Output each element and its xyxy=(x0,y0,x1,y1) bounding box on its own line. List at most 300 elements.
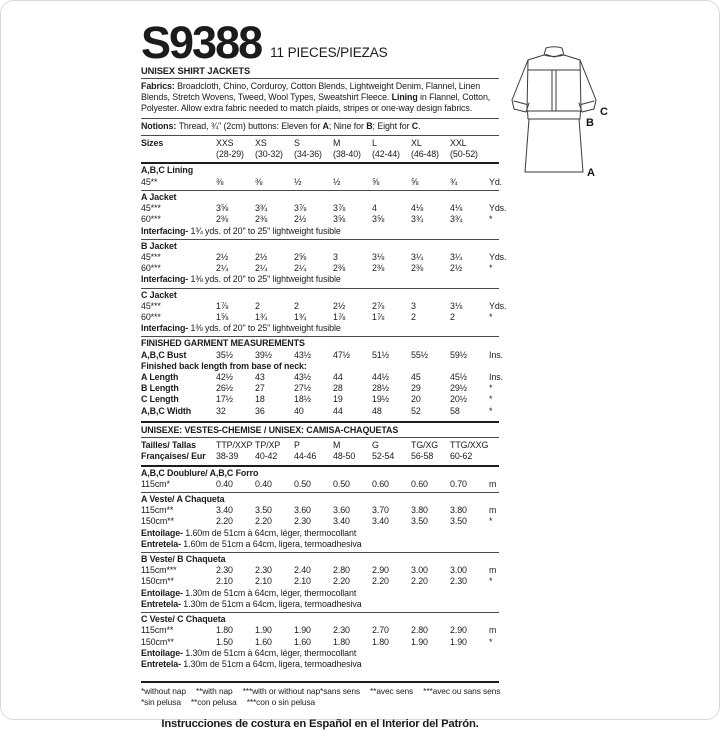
table-row xyxy=(141,406,499,417)
unit-label: m xyxy=(489,478,497,489)
text-run: Entoilage- xyxy=(141,587,183,598)
body-sides xyxy=(527,60,581,111)
yardage-value: 3.60 xyxy=(294,505,311,516)
table-note xyxy=(141,588,499,599)
pieces-count: 11 PIECES/PIEZAS xyxy=(270,44,388,60)
section-heading: Finished back length from base of neck: xyxy=(141,360,307,371)
text-run: Entoilage- xyxy=(141,647,183,658)
table-note xyxy=(141,274,499,285)
footnotes-english xyxy=(141,686,320,697)
unit-label: Yds. xyxy=(489,203,507,214)
left-shoulder xyxy=(528,55,544,60)
size-header-line: Sizes xyxy=(141,138,164,149)
yardage-value: 2⅞ xyxy=(372,300,385,311)
english-yardage-table xyxy=(141,136,507,419)
row-label: 150cm** xyxy=(141,516,174,527)
text-run: 1.30m de 51cm à 64cm, léger, thermocollant xyxy=(182,647,357,658)
yardage-value: 2.90 xyxy=(372,565,389,576)
table-note xyxy=(141,226,499,237)
footnotes-spanish xyxy=(141,697,315,708)
footnote-row-2 xyxy=(141,697,499,708)
yardage-value: 2⅝ xyxy=(294,251,307,262)
row-label: 150cm** xyxy=(141,636,174,647)
yardage-value: 3.40 xyxy=(372,516,389,527)
yardage-value: 2 xyxy=(294,300,299,311)
yardage-value: 3.50 xyxy=(411,516,428,527)
french-spanish-yardage-table xyxy=(141,438,499,672)
yardage-value: 2 xyxy=(255,300,260,311)
footnote-divider xyxy=(141,681,499,683)
table-row xyxy=(141,251,507,263)
text-run: 1.60m de 51cm a 64cm, ligera, termoadhesiva xyxy=(180,538,362,549)
footnote-item: **with nap xyxy=(195,686,233,697)
row-label: A,B,C Bust xyxy=(141,349,187,360)
yardage-value: 1⅞ xyxy=(372,311,385,322)
yardage-value: 1.90 xyxy=(411,636,428,647)
yardage-value: 4 xyxy=(372,203,377,214)
yardage-value: 3⅛ xyxy=(450,300,463,311)
unit-label: Yds. xyxy=(489,300,507,311)
size-range: (28-29) xyxy=(216,149,244,160)
text-run: Interfacing- xyxy=(141,225,189,236)
yardage-value: 2.40 xyxy=(294,565,311,576)
unit-label: * xyxy=(489,576,493,587)
yardage-value: 1.80 xyxy=(372,636,389,647)
yardage-value: 2.10 xyxy=(294,576,311,587)
table-row xyxy=(141,505,499,516)
footnote-item: *sin pelusa xyxy=(141,696,181,707)
size-column-header xyxy=(450,440,489,462)
row-label: 60*** xyxy=(141,214,161,225)
yardage-value: 1¾ xyxy=(294,311,307,322)
size-range: 40-42 xyxy=(255,451,278,462)
yardage-value: 35½ xyxy=(216,349,233,360)
unit-label: * xyxy=(489,516,493,527)
section-heading: C Veste/ C Chaqueta xyxy=(141,614,226,625)
table-row xyxy=(141,371,503,383)
yardage-value: 3.50 xyxy=(450,516,467,527)
yardage-value: 2.90 xyxy=(450,625,467,636)
yardage-value: 0.50 xyxy=(294,478,311,489)
collar-outline xyxy=(544,47,564,55)
yardage-value: 0.60 xyxy=(411,478,428,489)
yardage-value: 3⅛ xyxy=(372,251,385,262)
yardage-value: 1⅝ xyxy=(216,311,229,322)
size-range: 48-50 xyxy=(333,451,356,462)
unit-label: * xyxy=(489,214,493,225)
size-name: M xyxy=(333,440,341,451)
long-panel-a xyxy=(525,119,583,172)
pattern-number: S9388 xyxy=(141,17,262,68)
yardage-value: 19 xyxy=(333,394,343,405)
view-label-c: C xyxy=(600,106,608,118)
yardage-value: 1.90 xyxy=(294,625,311,636)
yardage-value: 2 xyxy=(411,311,416,322)
section-heading: B Veste/ B Chaqueta xyxy=(141,554,226,565)
yardage-value: 0.50 xyxy=(333,478,350,489)
size-column-header xyxy=(411,440,450,462)
yardage-value: 0.70 xyxy=(450,478,467,489)
yardage-value: 27 xyxy=(255,383,265,394)
table-row xyxy=(141,394,499,405)
size-name: S xyxy=(294,138,300,149)
yardage-value: ⅜ xyxy=(255,176,263,187)
text-run: C xyxy=(411,120,419,131)
footnote-item: *sans sens xyxy=(320,686,361,697)
yardage-value: 2.30 xyxy=(450,576,467,587)
size-range: (42-44) xyxy=(372,149,400,160)
yardage-value: 51½ xyxy=(372,349,389,360)
unit-label: * xyxy=(489,263,493,274)
yardage-value: 2.10 xyxy=(216,576,233,587)
yardage-value: 28½ xyxy=(372,383,389,394)
yardage-value: 19½ xyxy=(372,394,389,405)
table-row xyxy=(141,637,499,648)
yardage-value: 39½ xyxy=(255,349,272,360)
yardage-value: 20½ xyxy=(450,394,467,405)
back-pleat xyxy=(552,70,556,111)
section-heading: C Jacket xyxy=(141,289,177,300)
yardage-value: 3.70 xyxy=(372,505,389,516)
unit-label: Ins. xyxy=(489,371,503,382)
yardage-value: 3 xyxy=(333,251,338,262)
yardage-value: 2½ xyxy=(450,263,463,274)
yardage-value: 44 xyxy=(333,371,343,382)
yardage-value: 3¾ xyxy=(450,214,463,225)
yardage-value: 3¾ xyxy=(411,214,424,225)
unit-label: Yd. xyxy=(489,176,503,187)
text-run: . xyxy=(418,120,421,131)
yardage-value: 4⅛ xyxy=(450,203,463,214)
unit-label: * xyxy=(489,383,493,394)
yardage-value: 18½ xyxy=(294,394,311,405)
row-label: 45*** xyxy=(141,203,161,214)
table-section xyxy=(141,164,503,189)
yardage-value: 42½ xyxy=(216,371,233,382)
size-name: P xyxy=(294,440,300,451)
yardage-value: ½ xyxy=(294,176,302,187)
yardage-value: 2⅜ xyxy=(333,263,346,274)
section-heading: A,B,C Doublure/ A,B,C Forro xyxy=(141,467,259,478)
table-row xyxy=(141,214,499,225)
row-label: C Length xyxy=(141,394,179,405)
table-note xyxy=(141,599,499,610)
yardage-value: 0.40 xyxy=(216,478,233,489)
size-range: 56-58 xyxy=(411,451,434,462)
size-range: 38-39 xyxy=(216,451,239,462)
text-run: 1¾ yds. of 20" to 25" lightweight fusible xyxy=(188,225,341,236)
yardage-value: 32 xyxy=(216,405,226,416)
yardage-value: 2.20 xyxy=(411,576,428,587)
yardage-value: 2⅜ xyxy=(411,263,424,274)
unit-label: * xyxy=(489,311,493,322)
yardage-value: 2¼ xyxy=(255,263,268,274)
collar-point xyxy=(546,55,562,58)
unit-label: * xyxy=(489,394,493,405)
size-range: (46-48) xyxy=(411,149,439,160)
yardage-value: 0.40 xyxy=(255,478,272,489)
size-column-header xyxy=(372,440,411,462)
size-header-label xyxy=(141,138,216,160)
footnote-item: **con pelusa xyxy=(190,696,237,707)
yardage-value: 3¾ xyxy=(255,203,268,214)
yardage-value: 36 xyxy=(255,405,265,416)
row-label: A,B,C Width xyxy=(141,405,192,416)
table-note xyxy=(141,659,499,670)
table-row xyxy=(141,349,503,361)
table-row xyxy=(141,625,499,636)
category-title: UNISEX SHIRT JACKETS xyxy=(141,66,499,79)
footnotes-french xyxy=(320,686,500,697)
size-header-line: Tailles/ Tallas xyxy=(141,440,196,451)
yardage-value: 1.80 xyxy=(333,636,350,647)
yardage-value: 0.60 xyxy=(372,478,389,489)
yardage-value: 43 xyxy=(255,371,265,382)
text-run: Notions: xyxy=(141,120,179,131)
yardage-value: 2 xyxy=(450,311,455,322)
yardage-value: ⅜ xyxy=(216,176,224,187)
yardage-value: 3¼ xyxy=(450,251,463,262)
yardage-value: 3.80 xyxy=(450,505,467,516)
table-section xyxy=(141,190,507,239)
yardage-value: 2.20 xyxy=(216,516,233,527)
text-run: in Flannel, Cotton, Polyester. Allow extra fabric needed to match plaids, stripes or one-way design fabrics. xyxy=(141,92,491,114)
size-name: G xyxy=(372,440,379,451)
yardage-value: 47½ xyxy=(333,349,350,360)
yardage-value: 29½ xyxy=(450,383,467,394)
text-run: ; Eight for xyxy=(372,120,412,131)
unit-label: m xyxy=(489,505,497,516)
yardage-value: 45½ xyxy=(450,371,467,382)
yardage-value: 48 xyxy=(372,405,382,416)
yardage-value: 2.80 xyxy=(411,625,428,636)
row-label: 150cm** xyxy=(141,576,174,587)
fabrics-paragraph xyxy=(141,79,499,119)
size-range: 60-62 xyxy=(450,451,473,462)
yardage-value: 1.60 xyxy=(294,636,311,647)
row-label: B Length xyxy=(141,383,179,394)
size-name: TP/XP xyxy=(255,440,281,451)
table-row xyxy=(141,576,499,587)
yardage-value: ½ xyxy=(333,176,341,187)
yardage-value: 2¼ xyxy=(216,263,229,274)
unit-label: Ins. xyxy=(489,349,503,360)
footnote-row-1 xyxy=(141,686,499,697)
view-label-a: A xyxy=(587,167,595,179)
section-heading: A Veste/ A Chaqueta xyxy=(141,494,225,505)
jacket-back-view-illustration xyxy=(498,45,612,187)
table-section xyxy=(141,492,499,552)
yardage-value: ¾ xyxy=(450,176,458,187)
text-run: A xyxy=(322,120,329,131)
size-range: (38-40) xyxy=(333,149,361,160)
table-row xyxy=(141,565,499,576)
yardage-value: 20 xyxy=(411,394,421,405)
yardage-value: 2.20 xyxy=(255,516,272,527)
row-label: 45** xyxy=(141,176,158,187)
yardage-value: 2½ xyxy=(294,214,307,225)
size-range: 44-46 xyxy=(294,451,317,462)
text-run: Interfacing- xyxy=(141,323,189,334)
size-column-header xyxy=(255,138,294,160)
text-run: 1.30m de 51cm a 64cm, ligera, termoadhesiva xyxy=(180,598,362,609)
yardage-value: 2½ xyxy=(216,251,229,262)
size-name: XS xyxy=(255,138,267,149)
yardage-value: 27½ xyxy=(294,383,311,394)
yardage-value: 44½ xyxy=(372,371,389,382)
yardage-value: 1.60 xyxy=(255,636,272,647)
yardage-value: 18 xyxy=(255,394,265,405)
table-section xyxy=(141,552,499,612)
size-column-header xyxy=(411,138,450,160)
yardage-value: 3⅝ xyxy=(333,214,346,225)
size-header-row xyxy=(141,136,499,164)
table-row xyxy=(141,203,507,214)
yardage-value: 3⅝ xyxy=(216,203,229,214)
table-section xyxy=(141,612,499,672)
text-run: 1.30m de 51cm a 64cm, ligera, termoadhesiva xyxy=(180,658,362,669)
table-row xyxy=(141,479,499,490)
yardage-value: 3.50 xyxy=(255,505,272,516)
yardage-value: 2.30 xyxy=(333,625,350,636)
size-column-header xyxy=(333,440,372,462)
yardage-value: 2½ xyxy=(333,300,346,311)
yardage-value: 1.90 xyxy=(255,625,272,636)
row-label: 60*** xyxy=(141,263,161,274)
yardage-value: 2.30 xyxy=(255,565,272,576)
yardage-value: 43½ xyxy=(294,371,311,382)
text-run: 1.30m de 51cm à 64cm, léger, thermocollant xyxy=(182,587,357,598)
unit-label: * xyxy=(489,636,493,647)
table-note xyxy=(141,539,499,550)
yardage-value: 2½ xyxy=(255,251,268,262)
yardage-value: 2⅜ xyxy=(216,214,229,225)
unit-label: m xyxy=(489,625,497,636)
size-column-header xyxy=(333,138,372,160)
yardage-value: 52 xyxy=(411,405,421,416)
size-range: (50-52) xyxy=(450,149,478,160)
row-label: 115cm** xyxy=(141,505,174,516)
notions-paragraph xyxy=(141,119,499,136)
size-range: (30-32) xyxy=(255,149,283,160)
yardage-value: 2.30 xyxy=(216,565,233,576)
unit-label: Yds. xyxy=(489,251,507,262)
yardage-value: 3 xyxy=(411,300,416,311)
yardage-value: 44 xyxy=(333,405,343,416)
text-run: Entretela- xyxy=(141,598,181,609)
yardage-value: 1⅞ xyxy=(216,300,229,311)
text-run: 1⅜ yds. of 20" to 25" lightweight fusible xyxy=(188,274,341,285)
size-column-header xyxy=(372,138,411,160)
footnote-item: **avec sens xyxy=(370,686,414,697)
text-run: Entretela- xyxy=(141,538,181,549)
row-label: A Length xyxy=(141,371,179,382)
size-column-header xyxy=(294,440,333,462)
table-row xyxy=(141,383,499,394)
unit-label: * xyxy=(489,405,493,416)
text-run: ; Nine for xyxy=(328,120,367,131)
yardage-value: 58 xyxy=(450,405,460,416)
yardage-value: 2.80 xyxy=(333,565,350,576)
yardage-value: 3.80 xyxy=(411,505,428,516)
yardage-value: 28 xyxy=(333,383,343,394)
yardage-value: 3⅞ xyxy=(333,203,346,214)
size-header-label xyxy=(141,440,216,462)
table-row xyxy=(141,263,499,274)
yardage-value: 29 xyxy=(411,383,421,394)
yardage-value: 3.00 xyxy=(450,565,467,576)
yardage-value: 2.70 xyxy=(372,625,389,636)
size-range: 52-54 xyxy=(372,451,395,462)
text-run: Broadcloth, Chino, Corduroy, Cotton Blends, Lightweight Denim, Flannel, Linen Blends, Stretch Wovens, Tweed, Wool Types, Sweatshirt Fleece. xyxy=(141,80,481,103)
table-row xyxy=(141,176,503,188)
table-row xyxy=(141,516,499,527)
yardage-value: 3⅝ xyxy=(372,214,385,225)
yardage-value: 55½ xyxy=(411,349,428,360)
yardage-value: 3.40 xyxy=(333,516,350,527)
table-note xyxy=(141,528,499,539)
spanish-instructions-note: Instrucciones de costura en Español en el Interior del Patrón. xyxy=(161,717,479,730)
yardage-value: 2.20 xyxy=(372,576,389,587)
yardage-value: ⅝ xyxy=(372,176,380,187)
table-row xyxy=(141,300,507,312)
yardage-value: 3.00 xyxy=(411,565,428,576)
table-row xyxy=(141,312,499,323)
yardage-value: 17½ xyxy=(216,394,233,405)
size-header-row xyxy=(141,438,499,466)
size-column-header xyxy=(255,440,294,462)
unit-label: m xyxy=(489,565,497,576)
table-section xyxy=(141,467,499,492)
row-label: 115cm* xyxy=(141,478,170,489)
text-run: 1⅜ yds. of 20" to 25" lightweight fusible xyxy=(188,323,341,334)
unit-header xyxy=(489,440,517,462)
yardage-value: 2⅜ xyxy=(372,263,385,274)
left-cuff xyxy=(514,101,527,105)
yardage-value: 1⅞ xyxy=(333,311,346,322)
yardage-value: 43½ xyxy=(294,349,311,360)
size-name: M xyxy=(333,138,341,149)
yardage-value: 1.80 xyxy=(216,625,233,636)
title-row xyxy=(141,17,499,68)
yardage-value: 1.50 xyxy=(216,636,233,647)
row-label: 45*** xyxy=(141,251,161,262)
table-note xyxy=(141,323,499,334)
footnote-item: ***with or without nap xyxy=(242,686,321,697)
table-note xyxy=(141,648,499,659)
size-name: TTP/XXP xyxy=(216,440,253,451)
pattern-content xyxy=(141,17,507,730)
row-label: 45*** xyxy=(141,300,161,311)
section-heading: FINISHED GARMENT MEASUREMENTS xyxy=(141,338,305,349)
yardage-value: 3⅞ xyxy=(294,203,307,214)
text-run: Thread, ¾" (2cm) buttons: Eleven for xyxy=(178,120,323,131)
footnote-item: *without nap xyxy=(141,686,186,697)
row-label: 115cm** xyxy=(141,625,174,636)
yardage-value: 40 xyxy=(294,405,304,416)
yardage-value: 1.90 xyxy=(450,636,467,647)
footnote-item: ***avec ou sans sens xyxy=(423,686,501,697)
yardage-value: 2.10 xyxy=(255,576,272,587)
row-label: 115cm*** xyxy=(141,565,177,576)
yardage-value: 26½ xyxy=(216,383,233,394)
yardage-value: 1¾ xyxy=(255,311,268,322)
table-section xyxy=(141,336,503,418)
table-section xyxy=(141,239,507,288)
unisex-band-title: UNISEXE: VESTES-CHEMISE / UNISEX: CAMISA-CHAQUETAS xyxy=(141,421,499,439)
size-name: L xyxy=(372,138,377,149)
yardage-value: 3¼ xyxy=(411,251,424,262)
